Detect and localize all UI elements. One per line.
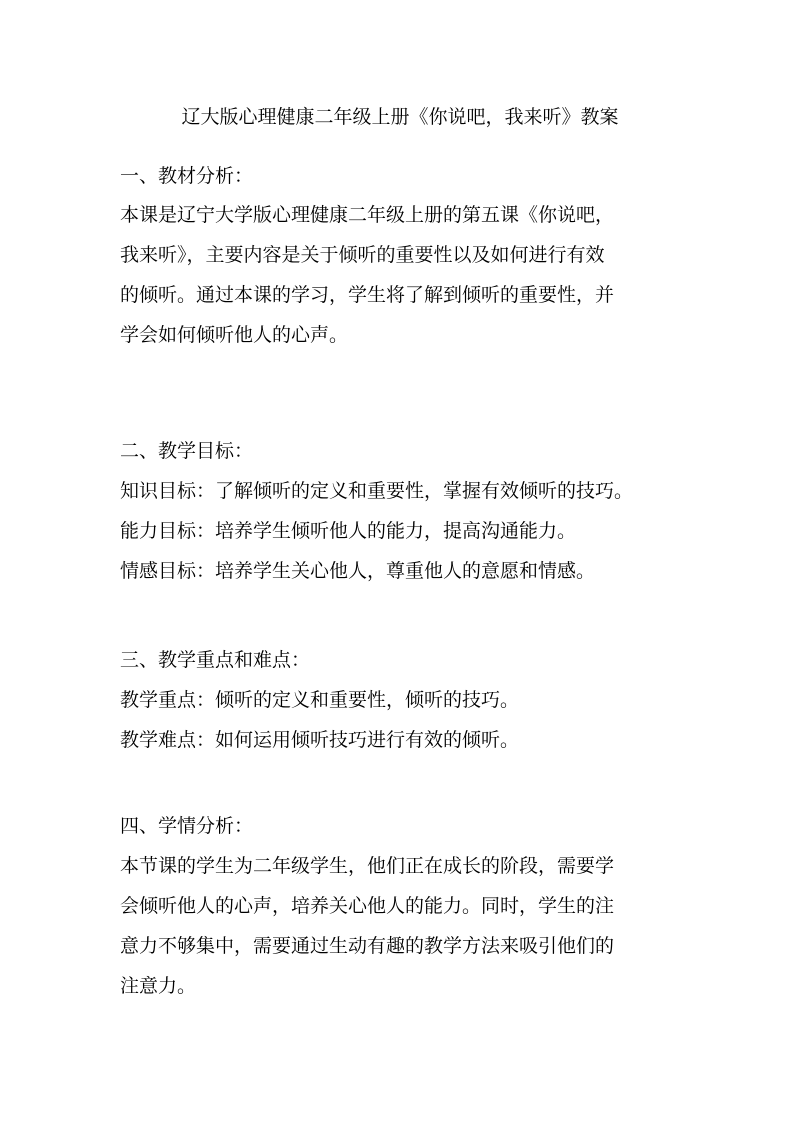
- section-3-heading: 三、教学重点和难点：: [120, 649, 311, 671]
- section-2-heading: 二、教学目标：: [120, 440, 254, 462]
- section-1-line-4: 学会如何倾听他人的心声。: [120, 324, 349, 346]
- section-1-line-2: 我来听》，主要内容是关于倾听的重要性以及如何进行有效: [120, 244, 605, 266]
- section-4-line-2: 会倾听他人的心声，培养关心他人的能力。同时，学生的注: [120, 895, 615, 917]
- section-4-line-3: 意力不够集中，需要通过生动有趣的教学方法来吸引他们的: [120, 935, 615, 957]
- section-3-line-2: 教学难点：如何运用倾听技巧进行有效的倾听。: [120, 729, 520, 751]
- document-title: 辽大版心理健康二年级上册《你说吧，我来听》教案: [181, 106, 619, 128]
- section-4-line-4: 注意力。: [120, 975, 197, 997]
- section-2-line-1: 知识目标：了解倾听的定义和重要性，掌握有效倾听的技巧。: [120, 480, 634, 502]
- section-3-line-1: 教学重点：倾听的定义和重要性，倾听的技巧。: [120, 689, 520, 711]
- section-2-line-2: 能力目标：培养学生倾听他人的能力，提高沟通能力。: [120, 520, 577, 542]
- section-1-heading: 一、教材分析：: [120, 165, 254, 187]
- section-4-line-1: 本节课的学生为二年级学生，他们正在成长的阶段，需要学: [120, 855, 615, 877]
- section-1-line-1: 本课是辽宁大学版心理健康二年级上册的第五课《你说吧，: [120, 204, 615, 226]
- section-4-heading: 四、学情分析：: [120, 815, 254, 837]
- section-2-line-3: 情感目标：培养学生关心他人，尊重他人的意愿和情感。: [120, 560, 596, 582]
- section-1-line-3: 的倾听。通过本课的学习，学生将了解到倾听的重要性，并: [120, 284, 615, 306]
